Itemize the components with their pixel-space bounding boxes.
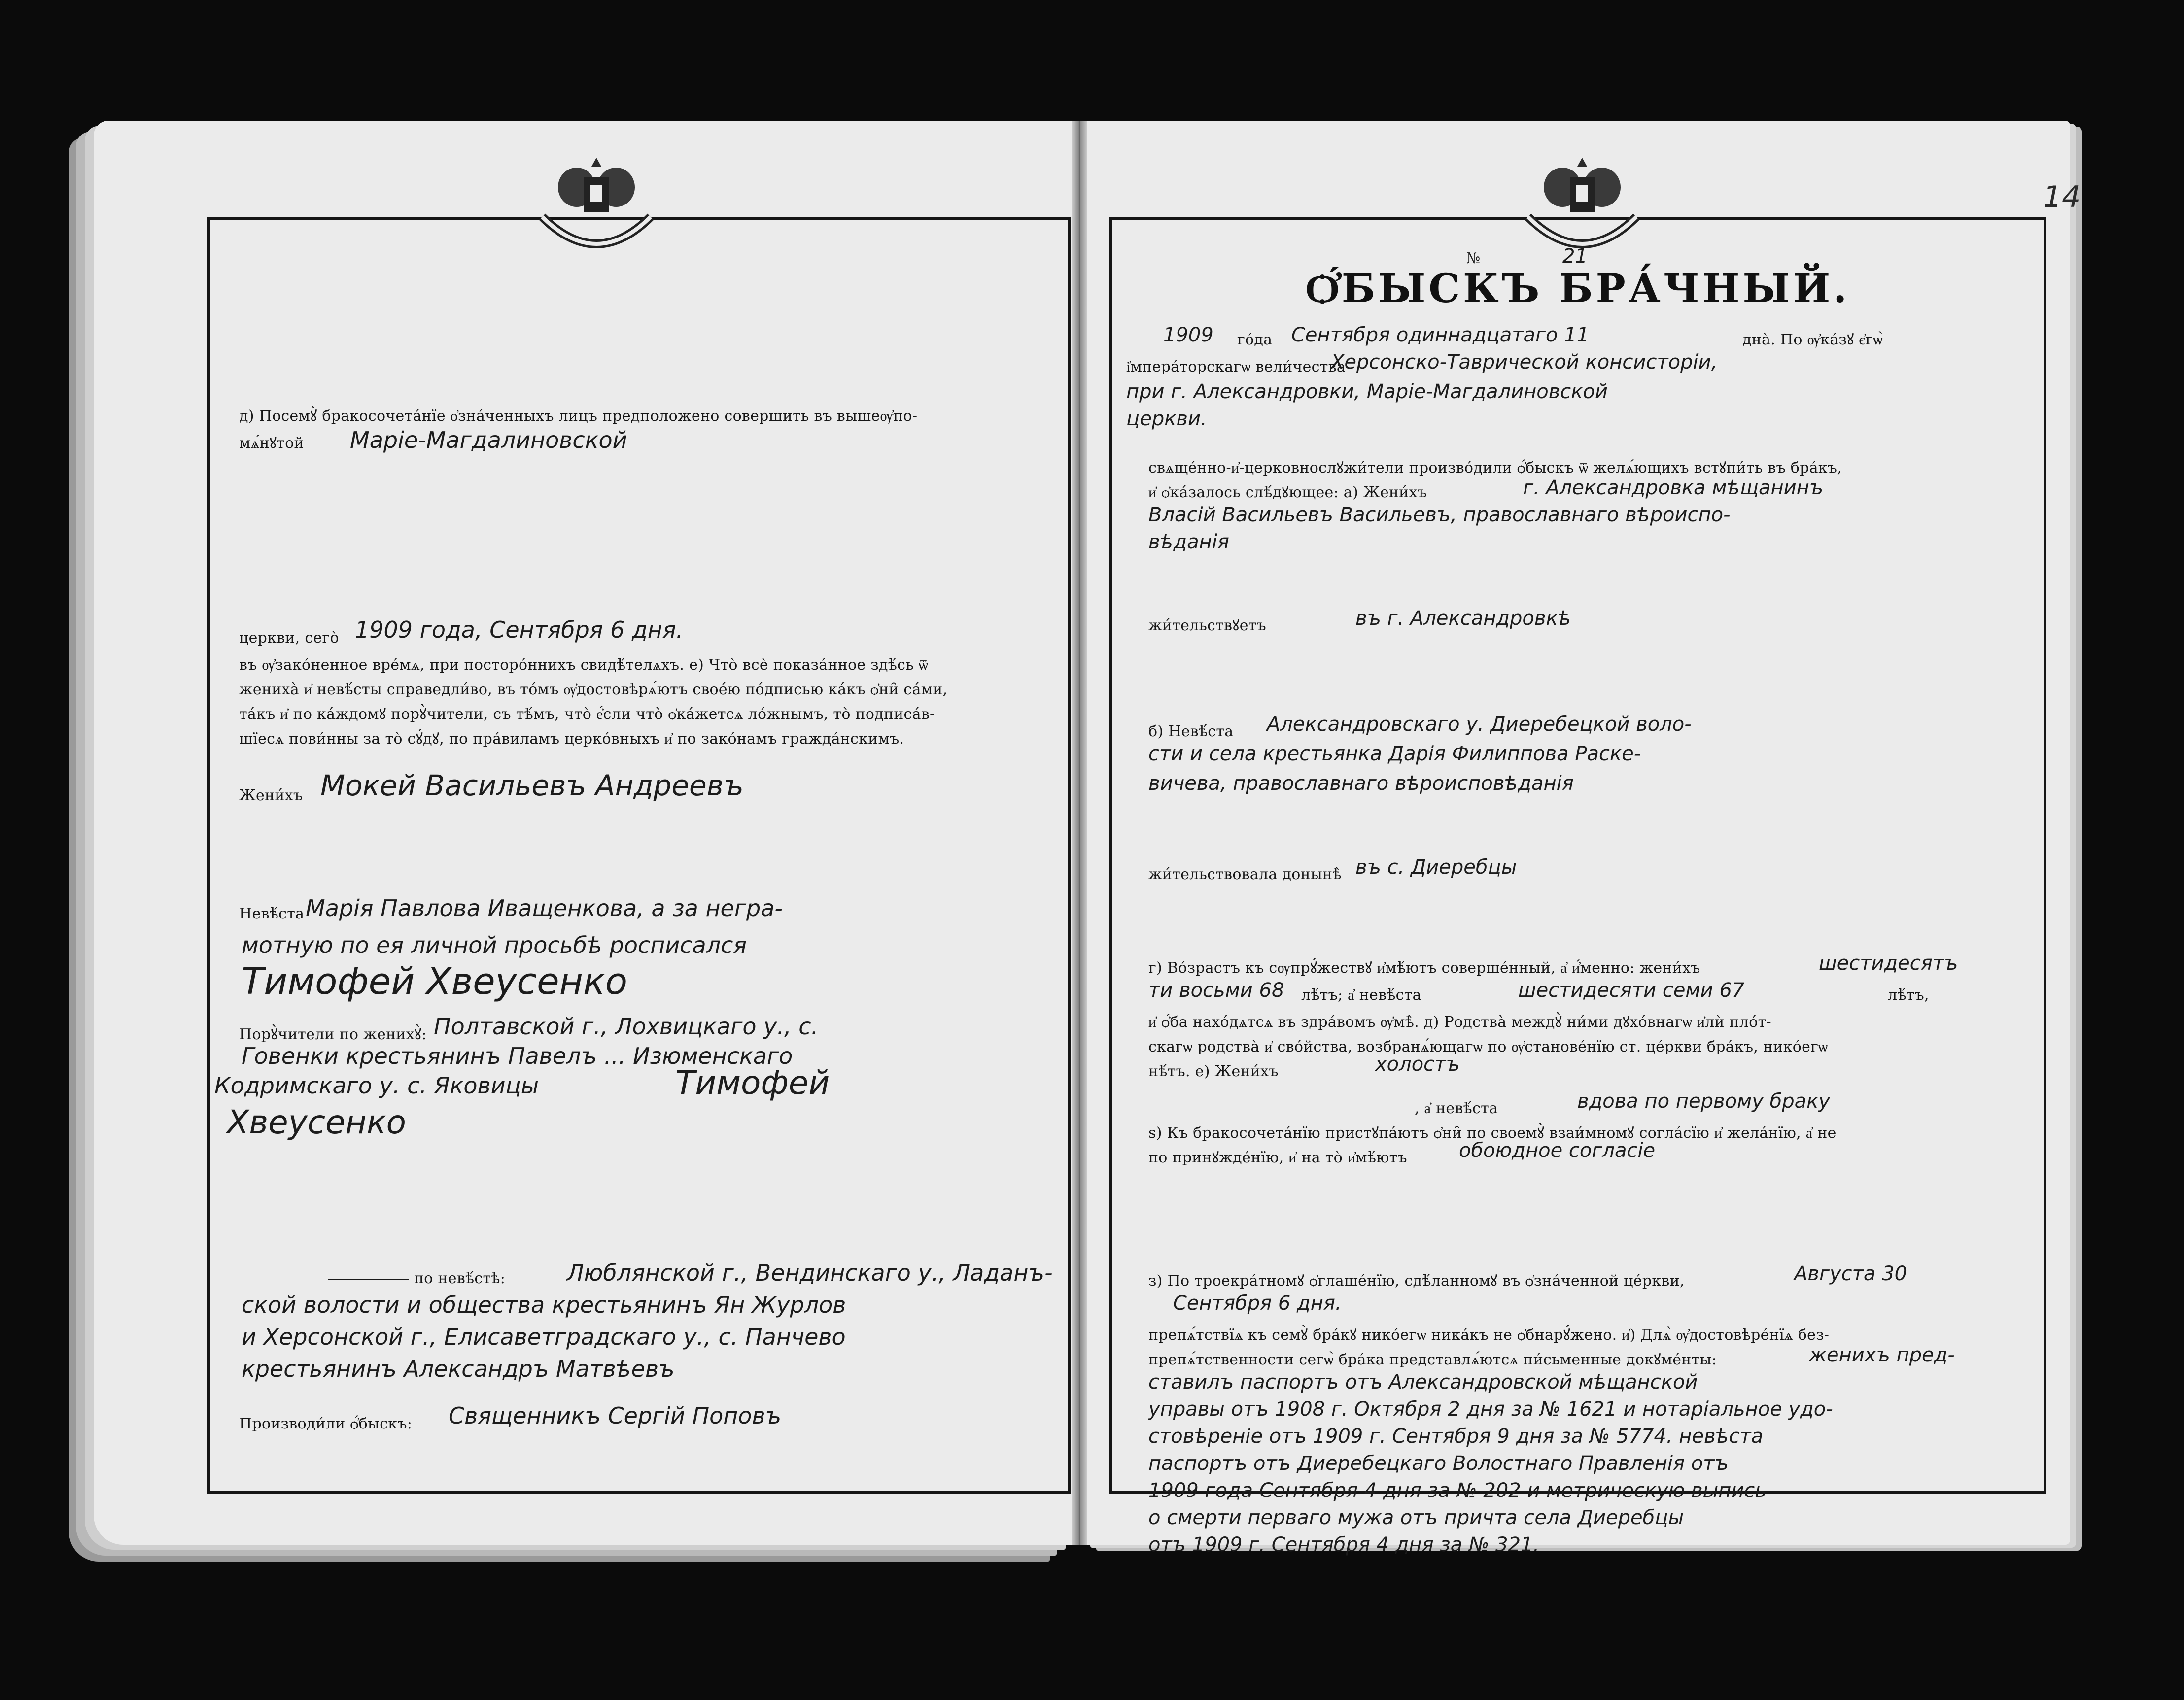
documents-hw-7: о смерти перваго мужа отъ причта села Диеребцы — [1148, 1506, 1684, 1529]
documents-hw-3: управы отъ 1908 г. Октября 2 дня за № 1621 и нотаріальное удо- — [1148, 1398, 1833, 1421]
mutual-consent: обоюдное согласіе — [1459, 1139, 1656, 1162]
groom-marital-status: холостъ — [1375, 1053, 1460, 1076]
bride-line1: Александровскаго у. Диеребецкой воло- — [1267, 713, 1692, 736]
groom-guarantor-signature-2: Хвеусенко — [227, 1103, 407, 1141]
intro-year: 1909 — [1163, 324, 1213, 346]
intro-consistory: Херсонско-Таврической консисторіи, — [1331, 351, 1718, 374]
clergy-line: свѧще́нно-и҆-церковнослꙋжи́тели произво́дили ѻ҆́быскъ ѿ желѧ́ющихъ встꙋпи́ть въ бра́къ, — [1148, 459, 1842, 476]
documents-line1: препѧ́тствїѧ къ семꙋ̀ бра́кꙋ нико́егѡ ника́къ не ѻ҆бнарꙋ́жено. и҆) Длѧ̀ ѹ҆достовѣре́нїѧ без- — [1148, 1326, 1830, 1344]
bride-marital-label: , а҆ невѣ́ста — [1415, 1100, 1498, 1117]
bride-line3: вичева, православнаго вѣроисповѣданія — [1148, 772, 1574, 795]
bride-age-label: лѣ́тъ; а҆ невѣ́ста — [1301, 986, 1421, 1004]
bride-line2: сти и села крестьянка Дарія Филиппова Раске- — [1148, 743, 1641, 765]
documents-hw-5: паспортъ отъ Диеребецкаго Волостнаго Правленія отъ — [1148, 1452, 1729, 1475]
documents-hw-8: отъ 1909 г. Сентября 4 дня за № 321. — [1148, 1533, 1540, 1556]
record-number: 21 — [1562, 245, 1588, 268]
bride-age: шестидесяти семи 67 — [1518, 979, 1745, 1002]
groom-residence: въ г. Александровкѣ — [1355, 607, 1571, 630]
double-headed-eagle-emblem-icon — [522, 148, 670, 266]
documents-hw-1: женихъ пред- — [1809, 1344, 1955, 1366]
marriage-date-handwritten: 1909 года, Сентября 6 дня. — [355, 616, 684, 643]
consent-line1: ѕ) Къ бракосочета́нїю пристꙋпа́ютъ ѻ҆ни̑ по своемꙋ̀ взаи́мномꙋ согла́сїю и҆ жела́нїю, а҆ не — [1148, 1124, 1837, 1142]
bride-note-line2: мотную по ея личной просьбѣ росписался — [242, 932, 747, 958]
register-book — [94, 121, 2081, 1556]
health-line1: и҆ ѻ҆́ба нахо́дѧтсѧ въ здра́вомъ ѹ҆мѣ̀. д) Родства̀ междꙋ̀ ни́ми дꙋхо́внагѡ и҆лѝ пло́т- — [1148, 1014, 1771, 1031]
bride-guarantor-line1: Люблянской г., Вендинскаго у., Ладанъ- — [567, 1259, 1053, 1286]
witness-paragraph-line2: жениха̀ и҆ невѣ́сты справедли́во, въ то́мъ ѹ҆достовѣрѧ́ютъ свое́ю по́дписью ка́къ ѻ҆ни̑ са́ми, — [239, 681, 948, 698]
intro-church: при г. Александровки, Маріе-Магдалиновской — [1126, 380, 1608, 403]
church-label: церкви, сего̀ — [239, 629, 339, 646]
documents-hw-2: ставилъ паспортъ отъ Александровской мѣщанской — [1148, 1371, 1698, 1394]
documents-hw-6: 1909 года Сентября 4 дня за № 202 и метрическую выпись — [1148, 1479, 1767, 1502]
paragraph-g-line2: мѧ́нꙋтой — [239, 435, 304, 452]
age-years-label: лѣ́тъ, — [1888, 986, 1929, 1004]
consent-line2: по принꙋжде́нїю, и҆ на то̀ и҆мѣ́ютъ — [1148, 1149, 1407, 1166]
groom-guarantor-line2: Говенки крестьянинъ Павелъ ... Изюменскаго — [242, 1043, 793, 1069]
banns-date-2: Сентября 6 дня. — [1173, 1292, 1342, 1315]
witness-paragraph-line4: шїесѧ пови́нны за то̀ сꙋ́дꙋ, по пра́виламъ церко́вныхъ и҆ по зако́намъ гражда́нскимъ. — [239, 730, 904, 748]
intro-decree: дна̀. По ѹ҆ка́зꙋ є҆гѡ̀ — [1742, 331, 1883, 348]
bride-guarantor-line4: крестьянинъ Александръ Матвѣевъ — [242, 1356, 675, 1382]
health-line2: скагѡ родства̀ и҆ сво́йства, возбранѧ́ющагѡ по ѹ҆станове́нїю ст. це́ркви бра́къ, нико́егѡ — [1148, 1038, 1828, 1055]
divider — [328, 1279, 409, 1280]
document-title: Ѻ҆́БЫСКЪ БРА́ЧНЫЙ. — [1306, 265, 1850, 311]
book-spine — [1072, 121, 1087, 1545]
bride-guarantor-line2: ской волости и общества крестьянинъ Ян Журлов — [242, 1292, 846, 1318]
groom-age-1: шестидесятъ — [1819, 952, 1958, 975]
groom-line2: Власій Васильевъ Васильевъ, православнаго вѣроиспо- — [1148, 504, 1731, 526]
groom-guarantor-line3: Кодримскаго у. с. Яковицы — [214, 1072, 539, 1099]
intro-date: Сентября одиннадцатаго 11 — [1291, 324, 1590, 346]
groom-line3: вѣданія — [1148, 531, 1229, 553]
bride-signature-label: Невѣ́ста — [239, 905, 305, 922]
documents-line2: препѧ́тственности сегѡ̀ бра́ка представлѧ́ютсѧ пи́сьменные докꙋме́нты: — [1148, 1351, 1717, 1368]
bride-note-line1: Марія Павлова Иващенкова, а за негра- — [306, 895, 783, 921]
bride-marital-status: вдова по первому браку — [1577, 1090, 1831, 1113]
groom-signature-label: Жени́хъ — [239, 787, 303, 804]
church-name-handwritten: Маріе-Магдалиновской — [350, 427, 627, 453]
groom-age-2: ти восьми 68 — [1148, 979, 1284, 1002]
priest-signature: Священникъ Сергій Поповъ — [449, 1402, 782, 1429]
bride-guarantor-line3: и Херсонской г., Елисаветградскаго у., с. Панчево — [242, 1324, 846, 1350]
health-line3: нѣ́тъ. е) Жени́хъ — [1148, 1063, 1279, 1080]
bride-guarantors-label: по невѣ́стѣ: — [414, 1270, 506, 1287]
witness-paragraph-line1: въ ѹ҆зако́ненное вре́мѧ, при посторо́ннихъ свидѣ́телѧхъ. е) Что̀ всѐ показа́нное здѣ́сь ѿ — [239, 656, 929, 674]
bride-label: б) Невѣ́ста — [1148, 723, 1234, 740]
intro-majesty: і҆мпера́торскагѡ вели́чества — [1126, 358, 1346, 375]
groom-line1: г. Александровка мѣщанинъ — [1523, 476, 1824, 499]
record-number-prefix: № — [1466, 250, 1481, 267]
search-performed-label: Производи́ли ѻ҆́быскъ: — [239, 1415, 413, 1432]
groom-guarantor-line1: Полтавской г., Лохвицкаго у., с. — [434, 1013, 819, 1040]
groom-intro: и҆ ѻ҆ка́залось слѣ́дꙋющее: а) Жени́хъ — [1148, 484, 1427, 501]
bride-residence-label: жи́тельствовала донынѣ̀ — [1148, 866, 1342, 883]
groom-signature: Мокей Васильевъ Андреевъ — [320, 769, 744, 802]
intro-year-label: го́да — [1237, 331, 1273, 348]
documents-hw-4: стовѣреніе отъ 1909 г. Сентября 9 дня за № 5774. невѣста — [1148, 1425, 1764, 1448]
banns-line: з) По троекра́тномꙋ ѻ҆глаше́нїю, сдѣ́ланномꙋ въ ѻ҆зна́ченной це́ркви, — [1148, 1272, 1685, 1290]
groom-guarantors-label: Порꙋ̀чители по женихꙋ̀: — [239, 1026, 427, 1043]
groom-guarantor-signature-1: Тимофей — [675, 1064, 830, 1102]
banns-date-1: Августа 30 — [1794, 1262, 1907, 1285]
bride-residence: въ с. Диеребцы — [1355, 856, 1517, 879]
paragraph-g-line1: д) Посемꙋ̀ бракосочета́нїе о҆зна́ченныхъ лицъ предположено совершить въ вышеѹ҆по- — [239, 408, 918, 425]
intro-church-end: церкви. — [1126, 408, 1207, 430]
bride-proxy-signature: Тимофей Хвеусенко — [242, 960, 627, 1003]
age-line1: г) Во́зрастъ къ сѹпрꙋ́жествꙋ и҆мѣ́ютъ соверше́нный, а҆ и҆́менно: жени́хъ — [1148, 959, 1700, 977]
page-number: 14 — [2043, 180, 2081, 214]
groom-residence-label: жи́тельствꙋетъ — [1148, 617, 1267, 634]
witness-paragraph-line3: та́къ и҆ по ка́ждомꙋ порꙋ̀чители, съ тѣ́мъ, что̀ е҆́сли что̀ ѻ҆ка́жетсѧ ло́жнымъ, то̀ подписа́в- — [239, 706, 935, 723]
